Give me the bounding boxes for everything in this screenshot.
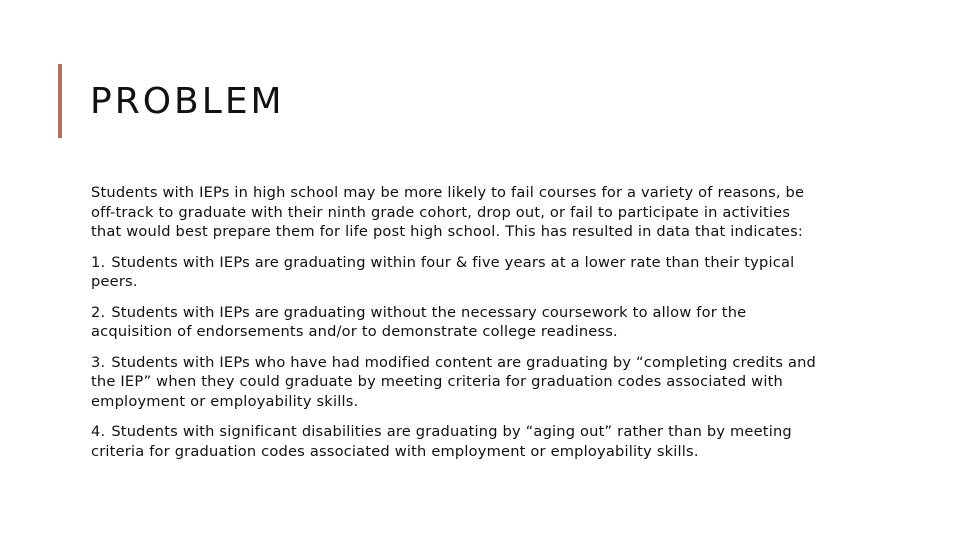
point-number: 3. <box>91 353 106 371</box>
point-1 <box>91 253 821 292</box>
intro-paragraph: Students with IEPs in high school may be more likely to fail courses for a variety of reasons, be off-track to graduate with their ninth grade cohort, drop out, or fail to participate in activities that would best prepare them for life post high school. This has resulted in data that indicates: <box>91 184 805 240</box>
point-number: 2. <box>91 303 106 321</box>
point-number: 4. <box>91 423 106 440</box>
point-text: Students with IEPs are graduating within four & five years at a lower rate than their typical peers. <box>91 253 795 290</box>
point-4 <box>91 422 821 461</box>
point-text: Students with significant disabilities are graduating by “aging out” rather than by meeting criteria for graduation codes associated with employment or employability skills. <box>91 423 792 460</box>
slide-title: PROBLEM <box>90 81 285 122</box>
point-text: Students with IEPs are graduating without the necessary coursework to allow for the acquisition of endorsements and/or to demonstrate college readiness. <box>91 303 747 340</box>
point-number: 1. <box>91 253 106 271</box>
point-text: Students with IEPs who have had modified content are graduating by “completing credits and the IEP” when they could graduate by meeting criteria for graduation codes associated with employment or employability skills. <box>91 353 817 410</box>
title-accent-bar <box>58 64 62 138</box>
slide-body <box>91 183 821 472</box>
point-3 <box>91 353 821 412</box>
point-2 <box>91 303 821 342</box>
